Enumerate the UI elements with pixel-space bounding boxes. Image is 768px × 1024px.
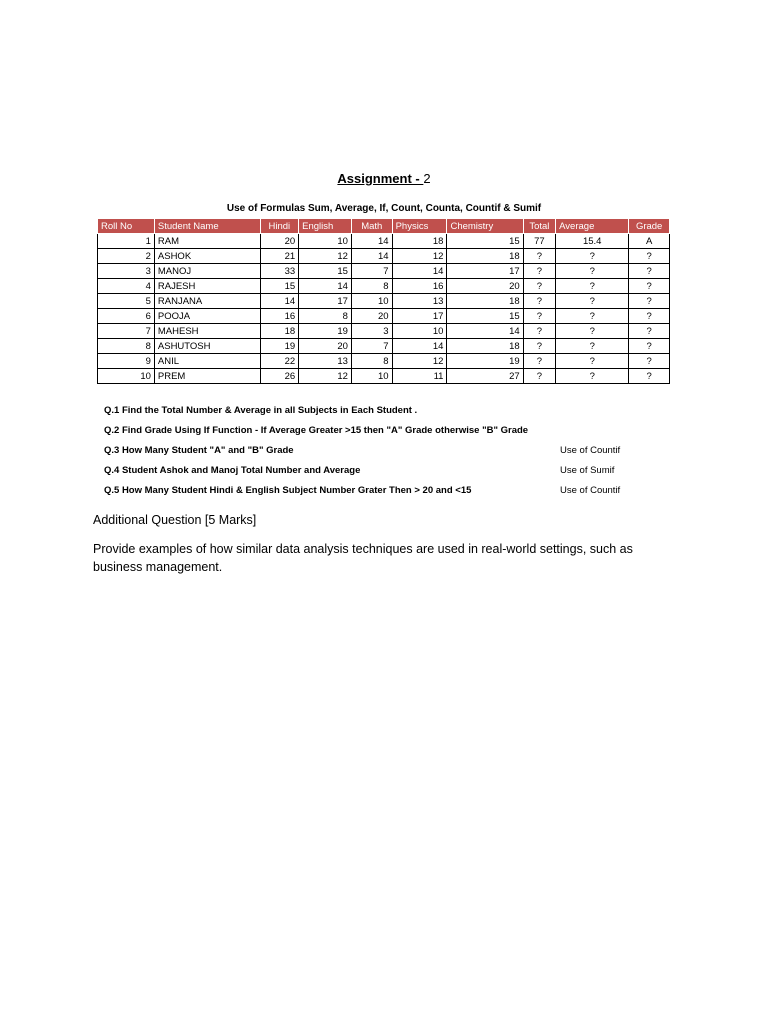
cell-physics: 12 [392,249,447,264]
cell-chemistry: 27 [447,369,523,384]
header-average: Average [556,219,629,234]
cell-total: ? [523,294,556,309]
cell-hindi: 22 [260,354,299,369]
question-3-note: Use of Countif [560,445,621,456]
title-label: Assignment - [337,171,424,186]
cell-chemistry: 17 [447,264,523,279]
cell-student-name: PREM [154,369,260,384]
header-chemistry: Chemistry [447,219,523,234]
cell-english: 19 [299,324,352,339]
cell-english: 12 [299,369,352,384]
cell-math: 7 [351,339,392,354]
table-row [98,309,670,324]
cell-hindi: 19 [260,339,299,354]
header-hindi: Hindi [260,219,299,234]
table-row [98,354,670,369]
cell-total: ? [523,339,556,354]
question-2: Q.2 Find Grade Using If Function - If Average Greater >15 then "A" Grade otherwise "B" Grade [104,425,529,436]
cell-physics: 18 [392,234,447,249]
cell-math: 8 [351,354,392,369]
cell-grade: ? [629,309,670,324]
question-5-note: Use of Countif [560,485,621,496]
cell-average: 15.4 [556,234,629,249]
cell-chemistry: 19 [447,354,523,369]
header-student-name: Student Name [154,219,260,234]
cell-total: ? [523,309,556,324]
cell-roll-no: 1 [98,234,155,249]
cell-math: 10 [351,369,392,384]
cell-english: 12 [299,249,352,264]
table-row [98,249,670,264]
cell-total: ? [523,324,556,339]
cell-average: ? [556,264,629,279]
cell-math: 10 [351,294,392,309]
cell-roll-no: 9 [98,354,155,369]
cell-student-name: RANJANA [154,294,260,309]
cell-grade: ? [629,369,670,384]
cell-average: ? [556,279,629,294]
question-1: Q.1 Find the Total Number & Average in all Subjects in Each Student . [104,405,418,416]
cell-student-name: ANIL [154,354,260,369]
cell-average: ? [556,294,629,309]
cell-student-name: MANOJ [154,264,260,279]
cell-chemistry: 18 [447,249,523,264]
cell-grade: ? [629,249,670,264]
table-row [98,294,670,309]
cell-roll-no: 8 [98,339,155,354]
cell-hindi: 26 [260,369,299,384]
cell-average: ? [556,309,629,324]
cell-roll-no: 4 [98,279,155,294]
cell-chemistry: 18 [447,294,523,309]
cell-hindi: 20 [260,234,299,249]
table-row [98,339,670,354]
cell-math: 7 [351,264,392,279]
cell-english: 8 [299,309,352,324]
title-number: 2 [423,171,431,186]
cell-english: 13 [299,354,352,369]
cell-physics: 10 [392,324,447,339]
table-caption: Use of Formulas Sum, Average, If, Count, Counta, Countif & Sumif [226,203,542,214]
cell-hindi: 21 [260,249,299,264]
cell-english: 10 [299,234,352,249]
cell-math: 8 [351,279,392,294]
table-body [98,234,670,384]
cell-grade: ? [629,294,670,309]
cell-math: 3 [351,324,392,339]
cell-total: ? [523,369,556,384]
cell-student-name: MAHESH [154,324,260,339]
table-row [98,369,670,384]
header-roll-no: Roll No [98,219,155,234]
cell-grade: ? [629,279,670,294]
marks-table [97,218,670,384]
cell-student-name: POOJA [154,309,260,324]
cell-physics: 16 [392,279,447,294]
header-math: Math [351,219,392,234]
header-physics: Physics [392,219,447,234]
header-grade: Grade [629,219,670,234]
cell-roll-no: 2 [98,249,155,264]
cell-average: ? [556,324,629,339]
cell-physics: 14 [392,339,447,354]
cell-physics: 12 [392,354,447,369]
table-header-row [98,219,670,234]
table-row [98,264,670,279]
question-5: Q.5 How Many Student Hindi & English Subject Number Grater Then > 20 and <15 [104,485,472,496]
cell-hindi: 18 [260,324,299,339]
cell-student-name: ASHOK [154,249,260,264]
cell-student-name: RAM [154,234,260,249]
cell-chemistry: 18 [447,339,523,354]
cell-physics: 14 [392,264,447,279]
cell-total: ? [523,279,556,294]
cell-grade: ? [629,324,670,339]
cell-physics: 13 [392,294,447,309]
cell-english: 17 [299,294,352,309]
cell-grade: ? [629,354,670,369]
cell-student-name: ASHUTOSH [154,339,260,354]
cell-total: 77 [523,234,556,249]
cell-physics: 17 [392,309,447,324]
cell-math: 20 [351,309,392,324]
header-english: English [299,219,352,234]
cell-average: ? [556,354,629,369]
cell-grade: A [629,234,670,249]
cell-grade: ? [629,264,670,279]
cell-chemistry: 20 [447,279,523,294]
cell-hindi: 33 [260,264,299,279]
cell-total: ? [523,264,556,279]
cell-chemistry: 14 [447,324,523,339]
cell-roll-no: 10 [98,369,155,384]
cell-hindi: 16 [260,309,299,324]
cell-roll-no: 7 [98,324,155,339]
cell-physics: 11 [392,369,447,384]
cell-average: ? [556,339,629,354]
cell-student-name: RAJESH [154,279,260,294]
cell-average: ? [556,369,629,384]
cell-average: ? [556,249,629,264]
question-3: Q.3 How Many Student "A" and "B" Grade [104,445,294,456]
table-row [98,279,670,294]
table-row [98,234,670,249]
cell-english: 20 [299,339,352,354]
table-row [98,324,670,339]
page-title [0,171,768,186]
cell-hindi: 14 [260,294,299,309]
cell-roll-no: 5 [98,294,155,309]
cell-chemistry: 15 [447,234,523,249]
cell-grade: ? [629,339,670,354]
cell-roll-no: 3 [98,264,155,279]
cell-math: 14 [351,234,392,249]
cell-total: ? [523,249,556,264]
question-4-note: Use of Sumif [560,465,615,476]
cell-english: 15 [299,264,352,279]
header-total: Total [523,219,556,234]
additional-question-heading: Additional Question [5 Marks] [93,513,257,527]
cell-roll-no: 6 [98,309,155,324]
cell-math: 14 [351,249,392,264]
additional-question-text: Provide examples of how similar data analysis techniques are used in real-world settings, such as business management. [93,542,633,574]
cell-total: ? [523,354,556,369]
question-4: Q.4 Student Ashok and Manoj Total Number and Average [104,465,361,476]
cell-chemistry: 15 [447,309,523,324]
cell-english: 14 [299,279,352,294]
cell-hindi: 15 [260,279,299,294]
